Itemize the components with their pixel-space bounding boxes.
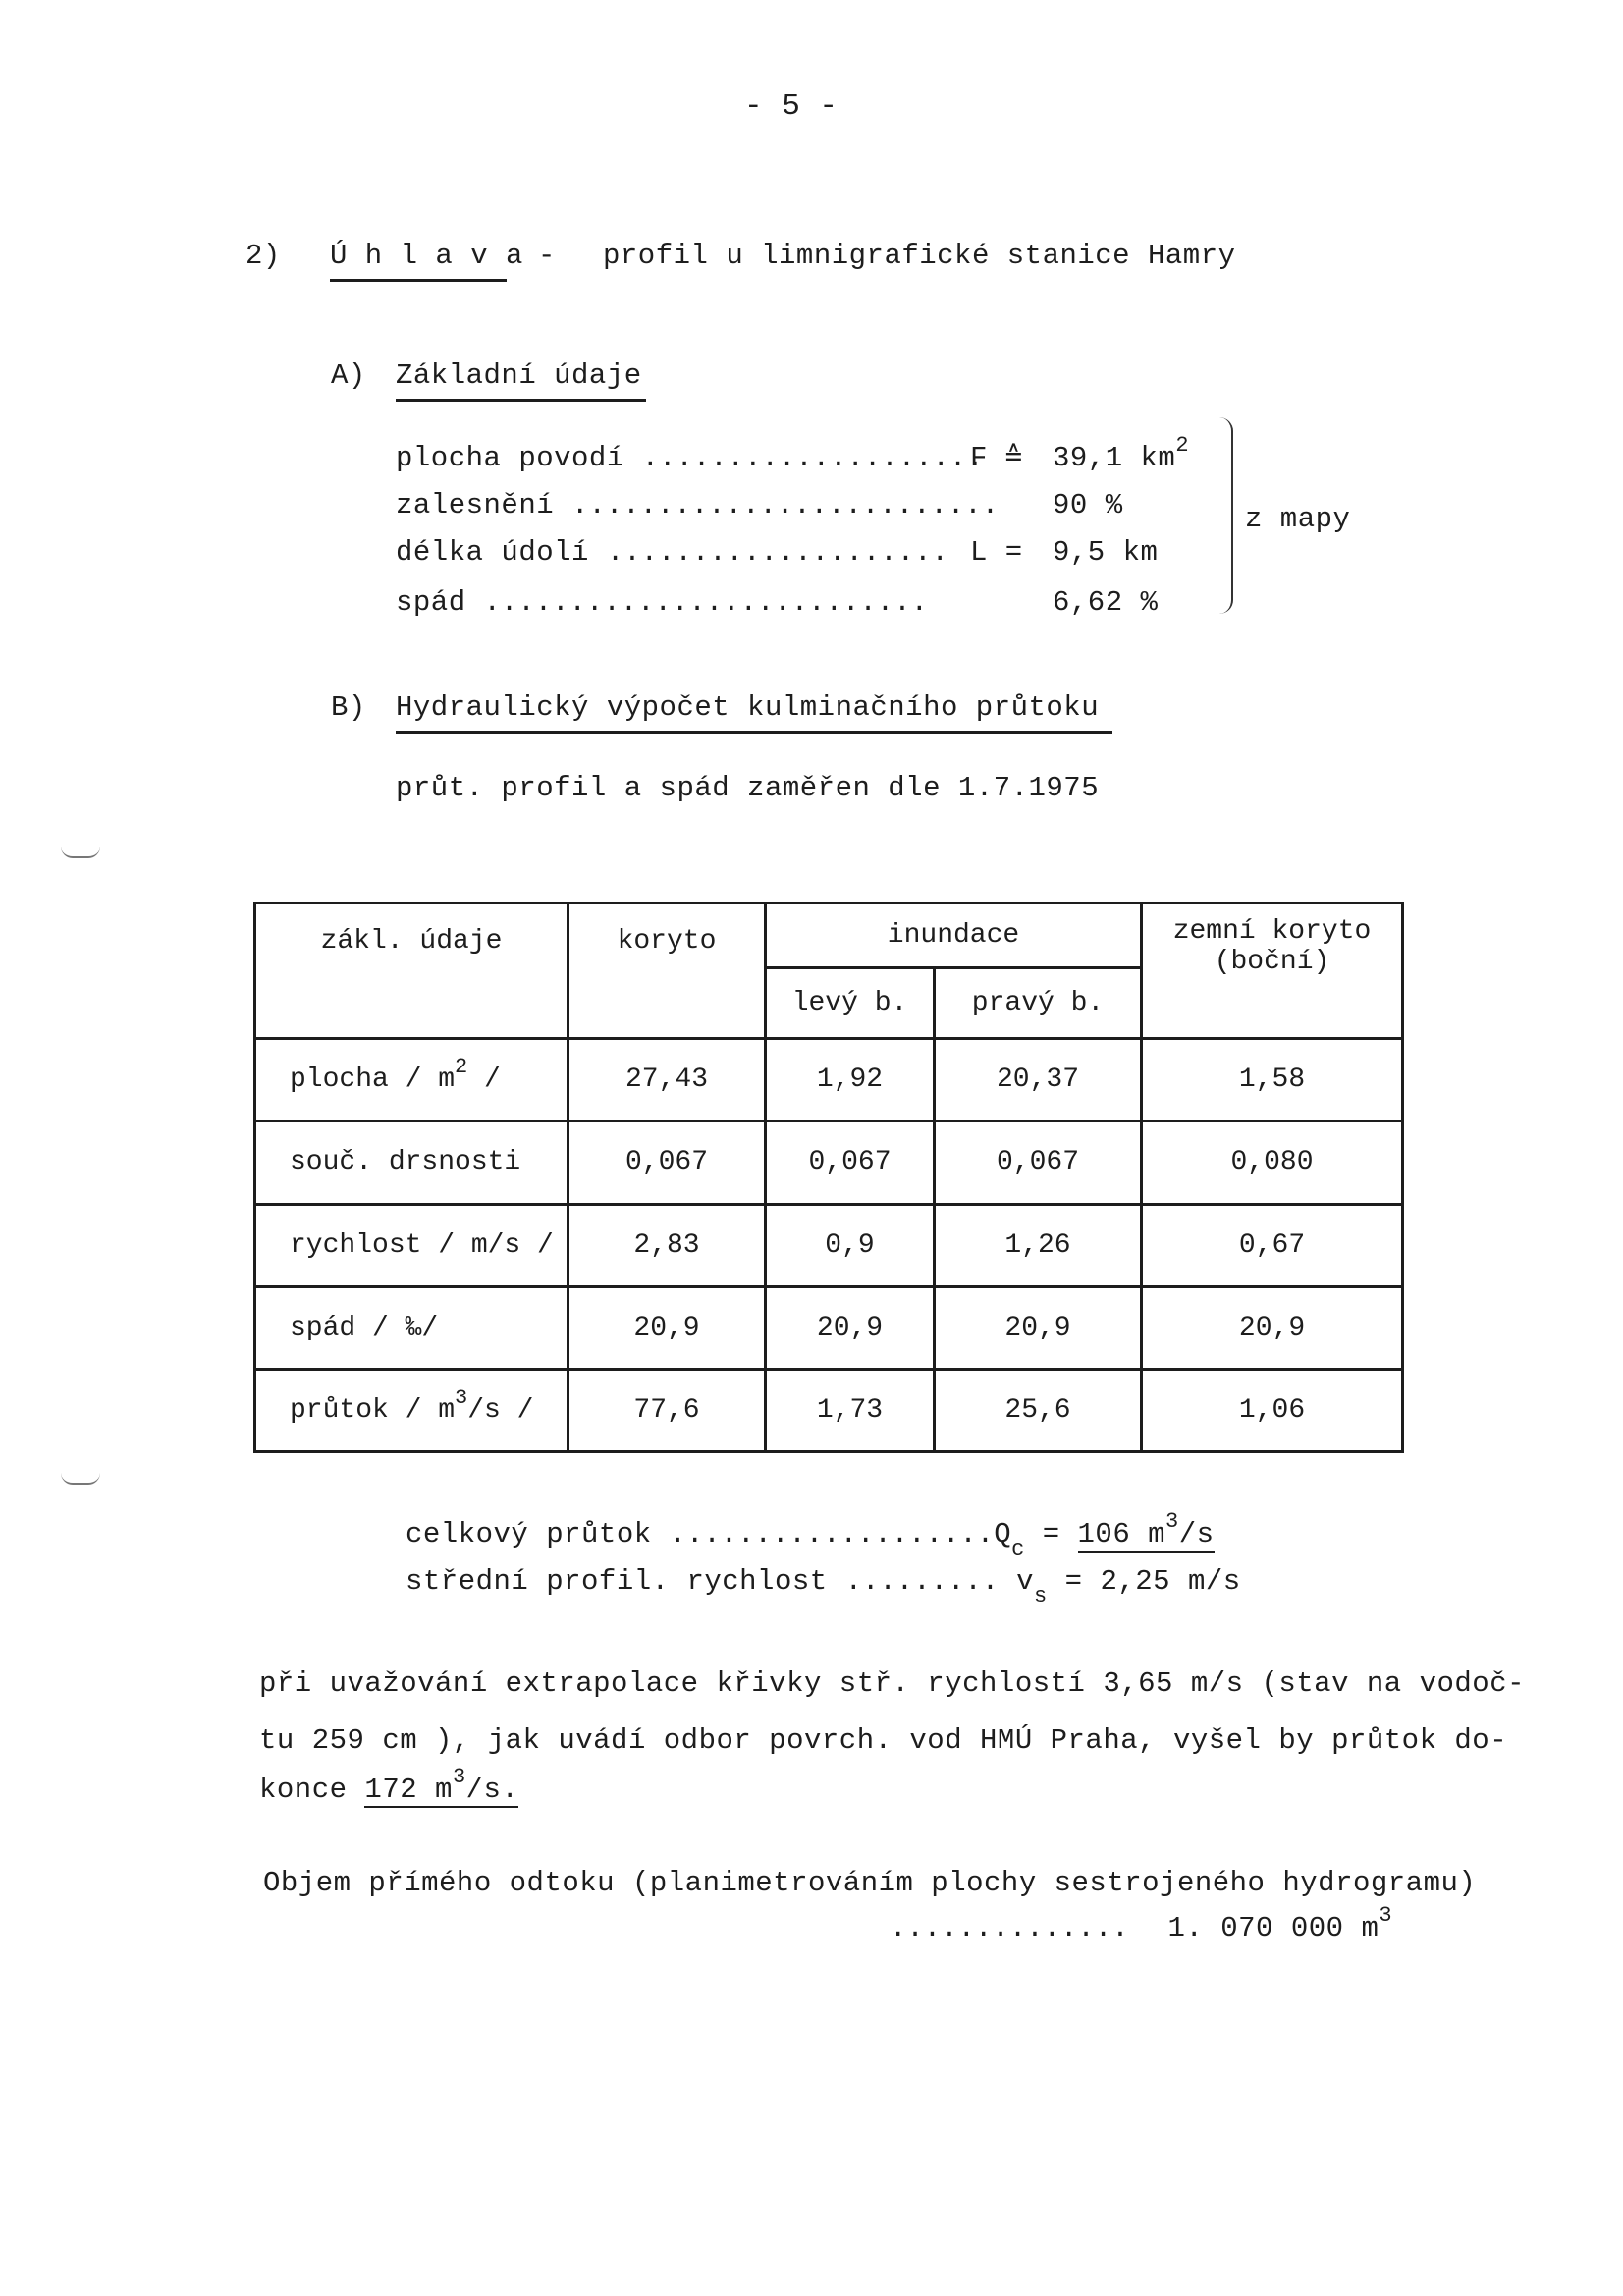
right-brace bbox=[1217, 417, 1233, 614]
row-name: délka údolí bbox=[396, 536, 589, 569]
scan-mark bbox=[61, 1473, 100, 1485]
cell-value: 20,9 bbox=[935, 1286, 1142, 1369]
part-b-note: průt. profil a spád zaměřen dle 1.7.1975 bbox=[396, 772, 1100, 804]
row-value: 9,5 km bbox=[1053, 536, 1159, 569]
row-label: spád / ‰/ bbox=[255, 1286, 568, 1369]
basic-data-row bbox=[396, 489, 999, 522]
cell-value: 0,67 bbox=[1142, 1204, 1403, 1286]
paragraph-line: tu 259 cm ), jak uvádí odbor povrch. vod HMÚ Praha, vyšel by průtok do- bbox=[259, 1724, 1508, 1757]
cell-value: 0,067 bbox=[766, 1121, 935, 1204]
cell-value: 2,83 bbox=[568, 1204, 766, 1286]
cell-value: 77,6 bbox=[568, 1369, 766, 1451]
table-row bbox=[255, 1369, 1403, 1451]
row-label: rychlost / m/s / bbox=[255, 1204, 568, 1286]
cell-value: 20,9 bbox=[1142, 1286, 1403, 1369]
basic-data-row bbox=[396, 442, 984, 475]
row-value: 6,62 % bbox=[1053, 586, 1159, 619]
page-number: - 5 - bbox=[744, 89, 839, 124]
header-inundation: inundace bbox=[766, 903, 1142, 968]
mean-velocity-dots: ......... bbox=[844, 1565, 1000, 1598]
discharge-symbol: Q bbox=[994, 1518, 1012, 1551]
table-row bbox=[255, 1121, 1403, 1204]
row-dots: .......................... bbox=[483, 586, 929, 619]
cell-value: 25,6 bbox=[935, 1369, 1142, 1451]
cell-value: 1,58 bbox=[1142, 1039, 1403, 1121]
cell-value: 20,9 bbox=[568, 1286, 766, 1369]
mean-velocity-label: střední profil. rychlost bbox=[406, 1565, 828, 1598]
header-right-bank: pravý b. bbox=[935, 968, 1142, 1039]
section-subtitle: profil u limnigrafické stanice Hamry bbox=[603, 240, 1236, 272]
cell-value: 20,37 bbox=[935, 1039, 1142, 1121]
volume-value: 1. 070 000 m bbox=[1167, 1912, 1380, 1944]
paragraph-line: při uvažování extrapolace křivky stř. rychlostí 3,65 m/s (stav na vodoč- bbox=[259, 1667, 1526, 1700]
hydraulic-table bbox=[253, 902, 1404, 1453]
header-channel: koryto bbox=[568, 903, 766, 1039]
extrapolated-discharge-value: 172 $m^3/s$. bbox=[364, 1765, 519, 1806]
total-discharge-dots: ................... bbox=[669, 1518, 995, 1551]
basic-data-row bbox=[396, 586, 928, 620]
cell-value: 20,9 bbox=[766, 1286, 935, 1369]
cell-value: 1,73 bbox=[766, 1369, 935, 1451]
total-discharge-label: celkový průtok bbox=[406, 1518, 652, 1551]
row-value: 39,1 $km^2$ bbox=[1053, 433, 1190, 474]
scan-mark bbox=[61, 847, 100, 858]
row-label: plocha / $m^2$ / bbox=[255, 1039, 568, 1121]
section-number: 2) bbox=[245, 240, 281, 272]
row-dots: .................... bbox=[641, 442, 984, 474]
cell-value: 1,92 bbox=[766, 1039, 935, 1121]
header-left-bank: levý b. bbox=[766, 968, 935, 1039]
total-discharge-line: celkový průtok $...................Q_c = 106$ $m^3/s$ bbox=[406, 1509, 1215, 1561]
row-dots: .................... bbox=[606, 536, 948, 569]
section-dash: - bbox=[538, 240, 556, 272]
cell-value: 0,080 bbox=[1142, 1121, 1403, 1204]
row-value: 90 % bbox=[1053, 489, 1123, 521]
volume-line: Objem přímého odtoku (planimetrováním plochy sestrojeného hydrogramu) bbox=[263, 1867, 1477, 1899]
cell-value: 0,067 bbox=[935, 1121, 1142, 1204]
header-side-channel: zemní koryto (boční) bbox=[1142, 903, 1403, 1039]
row-name: plocha povodí bbox=[396, 442, 624, 474]
table-row bbox=[255, 1204, 1403, 1286]
row-label: souč. drsnosti bbox=[255, 1121, 568, 1204]
row-label: průtok / $m^3/s$ / bbox=[255, 1369, 568, 1451]
cell-value: 27,43 bbox=[568, 1039, 766, 1121]
basic-data-row bbox=[396, 536, 948, 570]
row-symbol: L = bbox=[970, 536, 1023, 569]
row-name: spád bbox=[396, 586, 466, 619]
brace-note: z mapy bbox=[1245, 503, 1351, 535]
part-a-title: Základní údaje bbox=[396, 359, 646, 402]
row-dots: ......................... bbox=[571, 489, 1000, 521]
total-discharge-value: 106 $m^3/s$ bbox=[1077, 1509, 1215, 1551]
table-row bbox=[255, 1039, 1403, 1121]
header-basic-data: zákl. údaje bbox=[255, 903, 568, 1039]
cell-value: 1,26 bbox=[935, 1204, 1142, 1286]
part-b-label: B) bbox=[331, 691, 366, 724]
cell-value: 1,06 bbox=[1142, 1369, 1403, 1451]
volume-result: .............. 1. 070 000 $m^3$ bbox=[890, 1903, 1393, 1944]
paragraph-line: konce 172 $m^3/s$. bbox=[259, 1765, 519, 1806]
volume-dots: .............. bbox=[890, 1912, 1129, 1944]
cell-value: 0,067 bbox=[568, 1121, 766, 1204]
row-name: zalesnění bbox=[396, 489, 555, 521]
table-row bbox=[255, 1286, 1403, 1369]
river-name: Ú h l a v a bbox=[330, 240, 507, 282]
mean-velocity-value: = 2,25 m/s bbox=[1047, 1565, 1241, 1598]
row-symbol: F ≙ bbox=[970, 442, 1023, 474]
mean-velocity-line: střední profil. rychlost ......... $v_s = 2,25$ m/s bbox=[406, 1565, 1241, 1609]
velocity-symbol: v bbox=[1016, 1565, 1035, 1598]
part-b-title: Hydraulický výpočet kulminačního průtoku bbox=[396, 691, 1112, 734]
cell-value: 0,9 bbox=[766, 1204, 935, 1286]
part-a-label: A) bbox=[331, 359, 366, 392]
